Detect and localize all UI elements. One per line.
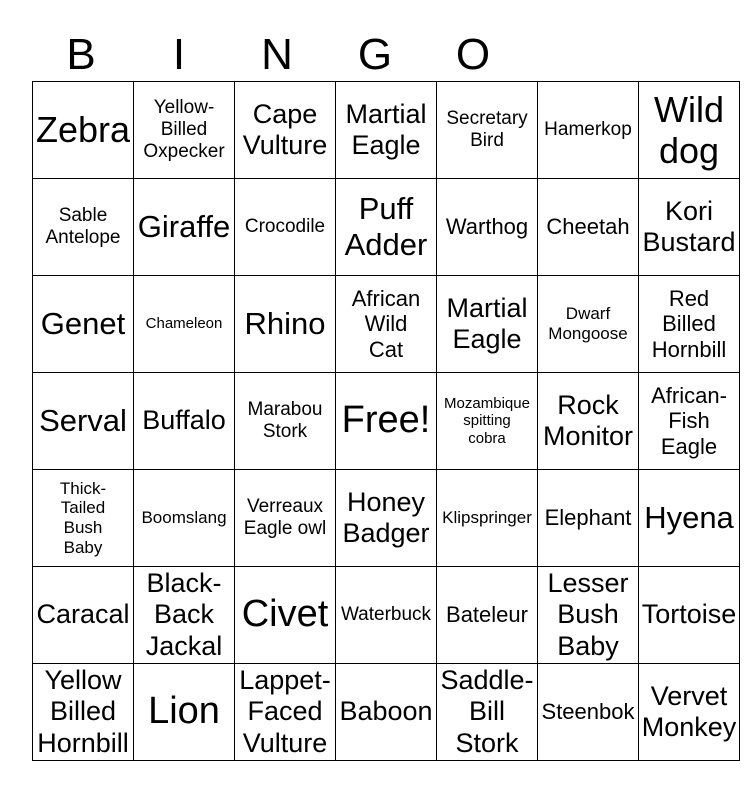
bingo-cell[interactable]: Zebra <box>33 82 134 179</box>
bingo-cell[interactable]: Genet <box>33 276 134 373</box>
bingo-cell[interactable]: Hyena <box>639 470 740 567</box>
bingo-cell[interactable]: Puff Adder <box>336 179 437 276</box>
bingo-cell[interactable]: Steenbok <box>538 664 639 761</box>
bingo-cell[interactable]: Serval <box>33 373 134 470</box>
bingo-cell[interactable]: Buffalo <box>134 373 235 470</box>
bingo-cell[interactable]: Baboon <box>336 664 437 761</box>
bingo-row <box>33 82 740 179</box>
header-letter-b: B <box>66 30 96 79</box>
bingo-cell[interactable]: Thick- Tailed Bush Baby <box>33 470 134 567</box>
bingo-cell[interactable]: Verreaux Eagle owl <box>235 470 336 567</box>
bingo-header <box>32 30 718 80</box>
bingo-row <box>33 276 740 373</box>
bingo-cell[interactable]: Red Billed Hornbill <box>639 276 740 373</box>
bingo-cell[interactable]: Elephant <box>538 470 639 567</box>
bingo-cell[interactable]: Boomslang <box>134 470 235 567</box>
bingo-cell[interactable]: Mozambique spitting cobra <box>437 373 538 470</box>
bingo-cell[interactable]: Honey Badger <box>336 470 437 567</box>
bingo-cell[interactable]: Dwarf Mongoose <box>538 276 639 373</box>
bingo-cell[interactable]: Saddle- Bill Stork <box>437 664 538 761</box>
bingo-row <box>33 373 740 470</box>
bingo-cell[interactable]: Wild dog <box>639 82 740 179</box>
bingo-cell[interactable]: Caracal <box>33 567 134 664</box>
bingo-cell[interactable]: African Wild Cat <box>336 276 437 373</box>
bingo-cell[interactable]: Martial Eagle <box>437 276 538 373</box>
bingo-cell[interactable]: Crocodile <box>235 179 336 276</box>
bingo-cell[interactable]: Tortoise <box>639 567 740 664</box>
bingo-cell[interactable]: Klipspringer <box>437 470 538 567</box>
bingo-row <box>33 470 740 567</box>
bingo-cell[interactable]: Civet <box>235 567 336 664</box>
bingo-cell[interactable]: Giraffe <box>134 179 235 276</box>
bingo-card-grid <box>32 81 740 761</box>
bingo-cell[interactable]: Martial Eagle <box>336 82 437 179</box>
bingo-cell[interactable]: Bateleur <box>437 567 538 664</box>
header-letter-g: G <box>357 30 393 79</box>
bingo-cell[interactable]: Hamerkop <box>538 82 639 179</box>
bingo-cell[interactable]: African- Fish Eagle <box>639 373 740 470</box>
bingo-row <box>33 567 740 664</box>
bingo-cell[interactable]: Cheetah <box>538 179 639 276</box>
bingo-cell[interactable]: Rock Monitor <box>538 373 639 470</box>
header-letter-n: N <box>261 30 293 79</box>
header-letter-i: I <box>172 30 186 79</box>
bingo-cell[interactable]: Rhino <box>235 276 336 373</box>
bingo-cell[interactable]: Sable Antelope <box>33 179 134 276</box>
bingo-cell[interactable]: Secretary Bird <box>437 82 538 179</box>
bingo-cell[interactable]: Marabou Stork <box>235 373 336 470</box>
bingo-cell[interactable]: Lesser Bush Baby <box>538 567 639 664</box>
bingo-cell[interactable]: Yellow Billed Hornbill <box>33 664 134 761</box>
bingo-cell[interactable]: Black- Back Jackal <box>134 567 235 664</box>
bingo-cell[interactable]: Cape Vulture <box>235 82 336 179</box>
bingo-cell[interactable]: Lion <box>134 664 235 761</box>
bingo-row <box>33 179 740 276</box>
bingo-cell[interactable]: Warthog <box>437 179 538 276</box>
bingo-cell[interactable]: Waterbuck <box>336 567 437 664</box>
header-letter-o: O <box>455 30 491 79</box>
bingo-cell[interactable]: Yellow- Billed Oxpecker <box>134 82 235 179</box>
bingo-cell[interactable]: Lappet- Faced Vulture <box>235 664 336 761</box>
bingo-cell[interactable]: Vervet Monkey <box>639 664 740 761</box>
bingo-cell[interactable]: Kori Bustard <box>639 179 740 276</box>
bingo-cell[interactable]: Chameleon <box>134 276 235 373</box>
bingo-row <box>33 664 740 761</box>
bingo-cell-free[interactable]: Free! <box>336 373 437 470</box>
